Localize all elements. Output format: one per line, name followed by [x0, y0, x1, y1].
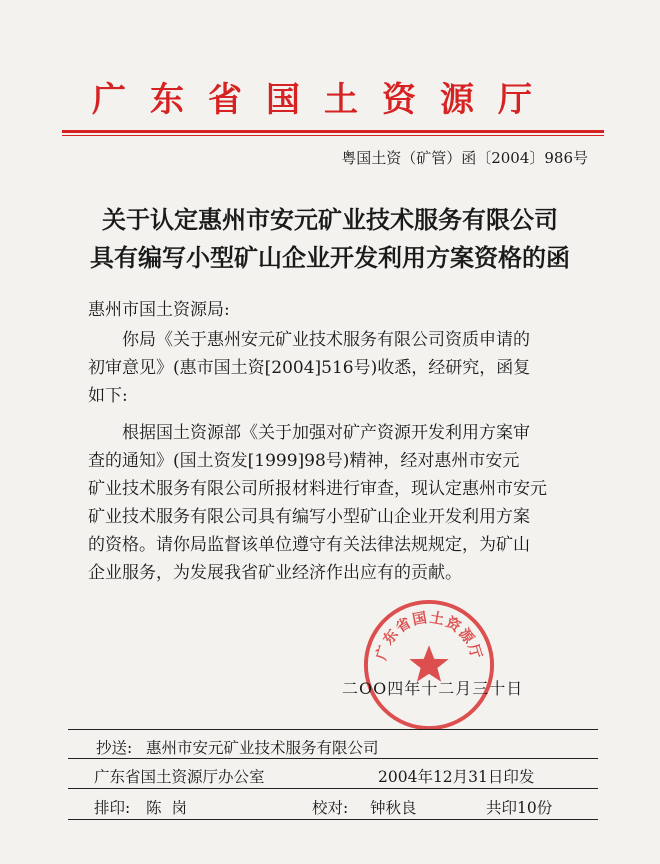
proofreader-name: 钟秋良: [370, 799, 417, 817]
body-line: 的资格。请你局监督该单位遵守有关法律法规规定，为矿山: [88, 535, 530, 555]
body-line: 矿业技术服务有限公司所报材料进行审查，现认定惠州市安元: [88, 479, 547, 499]
official-seal: [360, 596, 498, 734]
cc-recipient: 惠州市安元矿业技术服务有限公司: [146, 739, 379, 757]
cc-label: 抄送:: [96, 739, 133, 757]
issuing-office: 广东省国土资源厅办公室: [94, 768, 265, 786]
header-red-rule-thin: [62, 135, 604, 136]
printer-name: 陈岗: [146, 799, 198, 817]
body-line: 根据国土资源部《关于加强对矿产资源开发利用方案审: [122, 423, 530, 443]
issue-date: 2004年12月31日印发: [378, 768, 535, 786]
body-paragraph-2: [88, 419, 588, 587]
seal-text: 广东省国土资源厅: [373, 609, 485, 662]
body-line: 查的通知》(国土资发[1999]98号)精神，经对惠州市安元: [88, 451, 520, 471]
document-title-line-1: 关于认定惠州市安元矿业技术服务有限公司: [102, 205, 558, 234]
body-line: 初审意见》(惠市国土资[2004]516号)收悉，经研究，函复: [88, 358, 531, 378]
footer-rule: [68, 788, 598, 789]
footer-rule: [68, 729, 598, 730]
printer-label: 排印:: [94, 799, 131, 817]
document-title-line-2: 具有编写小型矿山企业开发利用方案资格的函: [90, 243, 570, 272]
footer-rule: [68, 758, 598, 759]
body-line: 企业服务，为发展我省矿业经济作出应有的贡献。: [88, 563, 462, 583]
salutation: 惠州市国土资源局:: [88, 300, 230, 320]
body-line: 矿业技术服务有限公司具有编写小型矿山企业开发利用方案: [88, 507, 530, 527]
organization-header: 广东省国土资源厅: [92, 80, 556, 120]
proofreader-label: 校对:: [312, 799, 349, 817]
signature-date: 二OO四年十二月三十日: [342, 679, 524, 698]
body-paragraph-1: [88, 326, 588, 410]
body-line: 你局《关于惠州安元矿业技术服务有限公司资质申请的: [122, 330, 530, 350]
header-red-rule: [62, 130, 604, 133]
body-line: 如下:: [88, 386, 128, 406]
footer-rule: [68, 819, 598, 820]
document-number: 粤国土资（矿管）函〔2004〕986号: [341, 149, 588, 167]
copies-printed: 共印10份: [486, 799, 553, 817]
